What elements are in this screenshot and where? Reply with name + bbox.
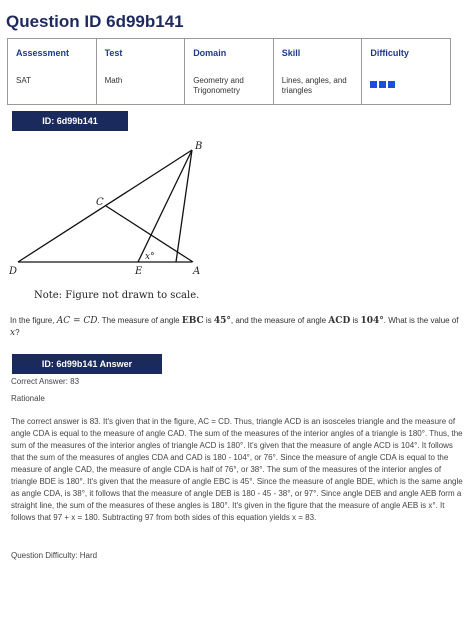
domain-value: Geometry and Trigonometry — [193, 76, 244, 95]
math-value: 45° — [213, 316, 231, 326]
answer-banner: ID: 6d99b141 Answer — [12, 354, 162, 374]
question-part: In the figure, — [10, 316, 57, 325]
math-expression: AC = CD — [56, 316, 98, 326]
math-variable: x — [10, 328, 16, 338]
figure-note: Note: Figure not drawn to scale. — [34, 290, 200, 301]
skill-cell — [273, 39, 362, 105]
label-e: E — [135, 266, 143, 277]
triangle-figure — [0, 132, 474, 290]
page-title: Question ID 6d99b141 — [6, 12, 184, 31]
angle-label-x: x° — [145, 252, 155, 262]
difficulty-bar — [379, 81, 386, 88]
rationale-label: Rationale — [11, 394, 45, 403]
difficulty-cell — [362, 39, 451, 105]
difficulty-indicator — [370, 81, 395, 88]
question-part: is — [203, 316, 214, 325]
question-id-banner: ID: 6d99b141 — [12, 111, 128, 131]
label-d: D — [9, 266, 18, 277]
difficulty-bar — [388, 81, 395, 88]
label-c: C — [96, 197, 104, 208]
correct-answer: Correct Answer: 83 — [11, 377, 80, 386]
question-part: , and the measure of angle — [230, 316, 329, 325]
test-cell — [96, 39, 185, 105]
assessment-cell — [8, 39, 97, 105]
question-part: . What is the value of — [383, 316, 459, 325]
assessment-header: Assessment — [16, 48, 70, 58]
question-text — [10, 315, 464, 339]
math-value: 104° — [360, 316, 384, 326]
test-header: Test — [104, 48, 123, 58]
label-a: A — [193, 266, 201, 277]
math-angle: ACD — [328, 316, 351, 326]
question-difficulty: Question Difficulty: Hard — [11, 551, 98, 560]
question-part: ? — [15, 328, 20, 337]
difficulty-header: Difficulty — [370, 48, 409, 58]
domain-cell — [185, 39, 274, 105]
domain-header: Domain — [193, 48, 227, 58]
math-angle: EBC — [181, 316, 204, 326]
label-b: B — [195, 141, 203, 152]
difficulty-bar — [370, 81, 377, 88]
test-value: Math — [104, 76, 123, 85]
question-part: is — [350, 316, 361, 325]
rationale-text: The correct answer is 83. It's given that in the figure, AC = CD. Thus, triangle ACD is an isosceles triangle and the measure of angle CDA is equal to the measure of angle CAD. The sum of the measures of the interior angles of a triangle is 180°. Thus, the sum of the measures of the interior angles of triangle ACD is 180°. It's given that the measure of angle ACD is 104°. It follows that the sum of the measures of angles CDA and CAD is 180 - 104°, or 76°. Since the measure of angle CDA is equal to the measure of angle CAD, the measure of angle CDA is half of 76°, or 38°. The sum of the measures of the interior angles of triangle BDE is 180°. It's given that the measure of angle EBC is 45°. Since the measure of angle BDE, which is the same angle as angle CDA, is 38°, it follows that the measure of angle DEB is 180 - 45 - 38°, or 97°. Since angle DEB and angle AEB form a straight line, the sum of the measures of these angles is 180°. It's given in the figure that the measure of angle AEB is x°. It follows that 97 + x = 180. Subtracting 97 from both sides of this equation yields x = 83. — [11, 417, 463, 522]
question-meta-table — [7, 38, 451, 105]
skill-header: Skill — [281, 48, 301, 58]
assessment-value: SAT — [16, 76, 31, 85]
skill-value: Lines, angles, and triangles — [281, 76, 347, 95]
question-part: . The measure of angle — [97, 316, 182, 325]
